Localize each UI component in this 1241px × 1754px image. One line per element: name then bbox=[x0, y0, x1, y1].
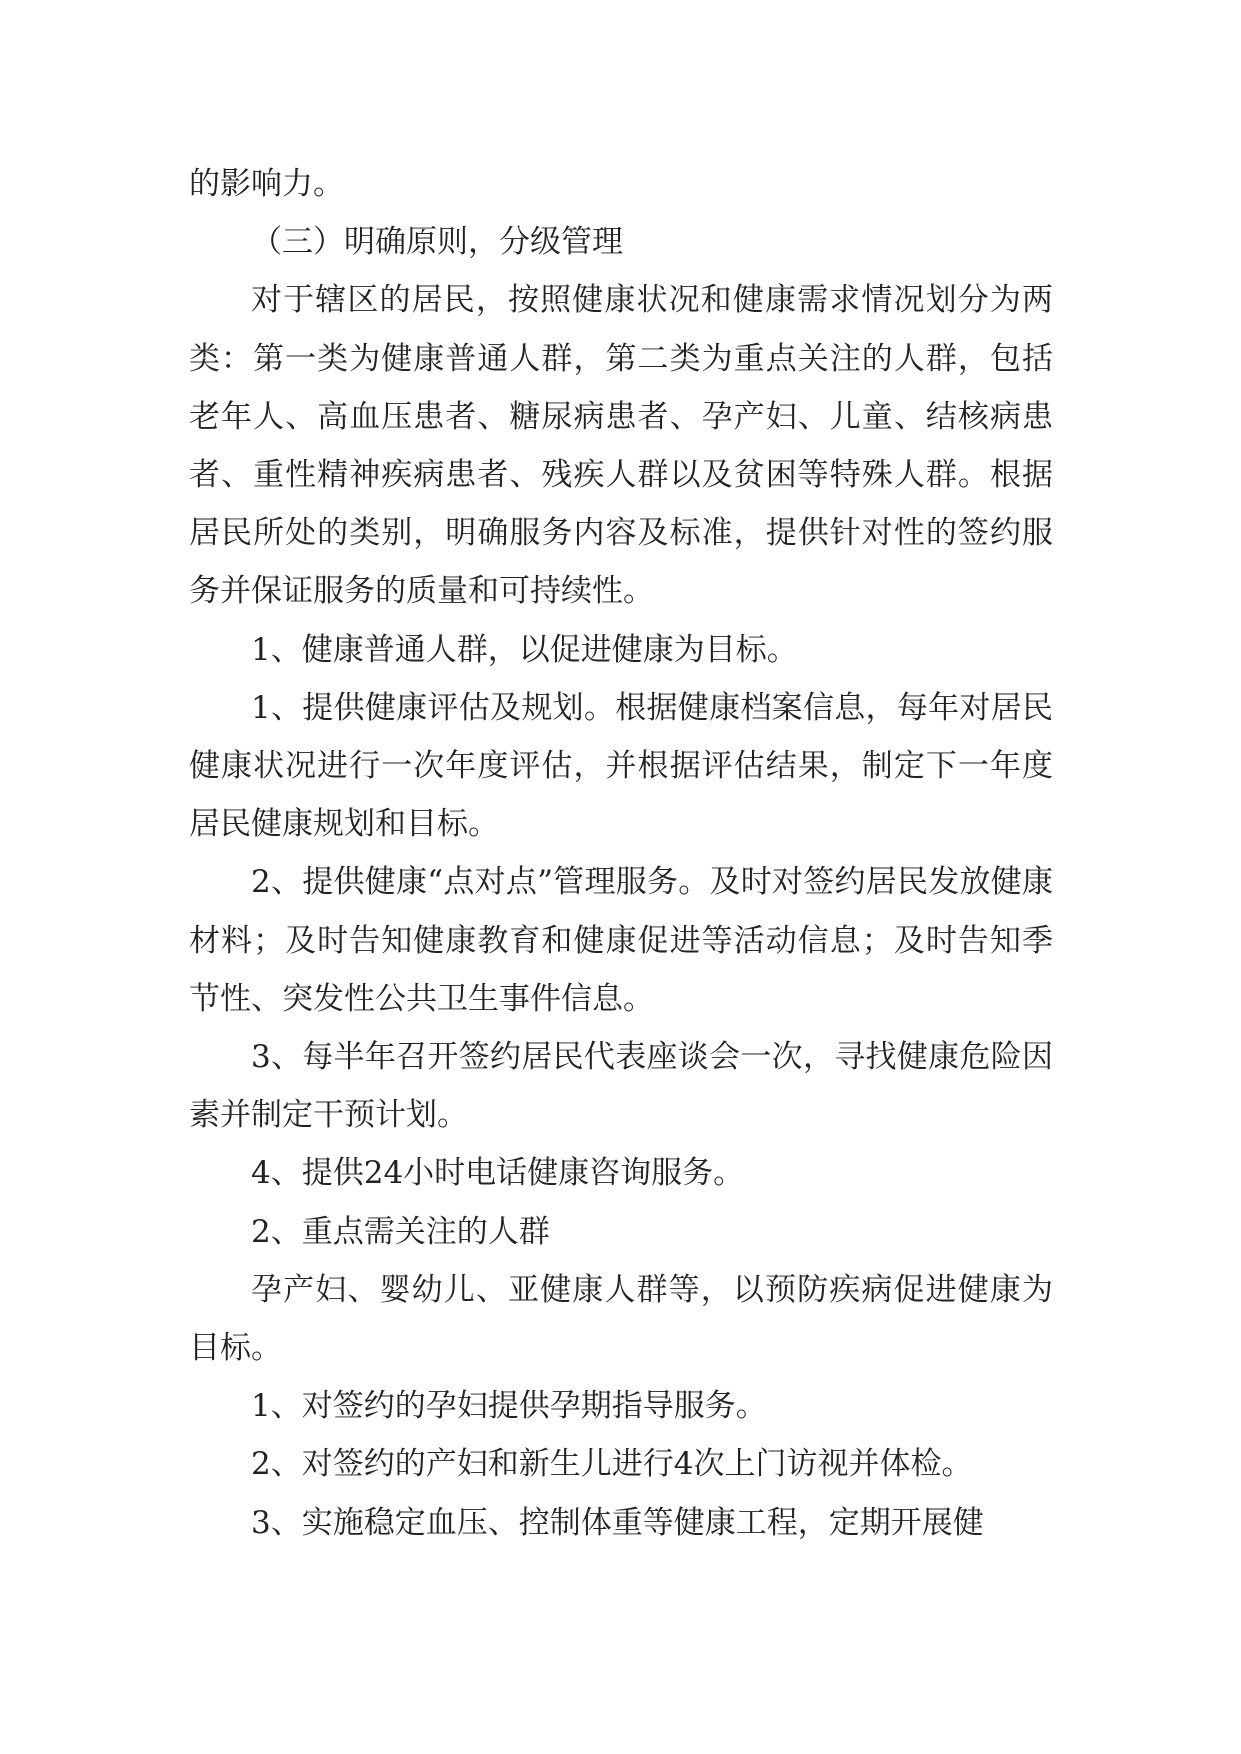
list-item: 2、提供健康“点对点”管理服务。及时对签约居民发放健康材料；及时告知健康教育和健康促进等活动信息；及时告知季节性、突发性公共卫生事件信息。 bbox=[189, 864, 1053, 1017]
list-item: 3、实施稳定血压、控制体重等健康工程，定期开展健 bbox=[251, 1504, 984, 1541]
paragraph: 孕产妇、婴幼儿、亚健康人群等，以预防疾病促进健康为目标。 bbox=[189, 1271, 1053, 1367]
section-heading: （三）明确原则，分级管理 bbox=[251, 224, 623, 261]
list-item: 3、每半年召开签约居民代表座谈会一次，寻找健康危险因素并制定干预计划。 bbox=[189, 1039, 1053, 1134]
document-body bbox=[189, 155, 1053, 1552]
list-item: 1、提供健康评估及规划。根据健康档案信息，每年对居民健康状况进行一次年度评估，并根据评估结果，制定下一年度居民健康规划和目标。 bbox=[189, 689, 1053, 843]
list-item: 1、对签约的孕妇提供孕期指导服务。 bbox=[251, 1388, 767, 1425]
paragraph: 对于辖区的居民，按照健康状况和健康需求情况划分为两类：第一类为健康普通人群，第二类为重点关注的人群，包括老年人、高血压患者、糖尿病患者、孕产妇、儿童、结核病患者、重性精神疾病患者、残疾人群以及贫困等特殊人群。根据居民所处的类别，明确服务内容及标准，提供针对性的签约服务并保证服务的质量和可持续性。 bbox=[189, 282, 1053, 610]
list-heading: 2、重点需关注的人群 bbox=[251, 1213, 550, 1250]
paragraph: 的影响力。 bbox=[189, 166, 344, 202]
list-item: 4、提供24小时电话健康咨询服务。 bbox=[251, 1155, 745, 1192]
list-item: 2、对签约的产妇和新生儿进行4次上门访视并体检。 bbox=[251, 1446, 973, 1483]
list-heading: 1、健康普通人群，以促进健康为目标。 bbox=[251, 631, 798, 668]
